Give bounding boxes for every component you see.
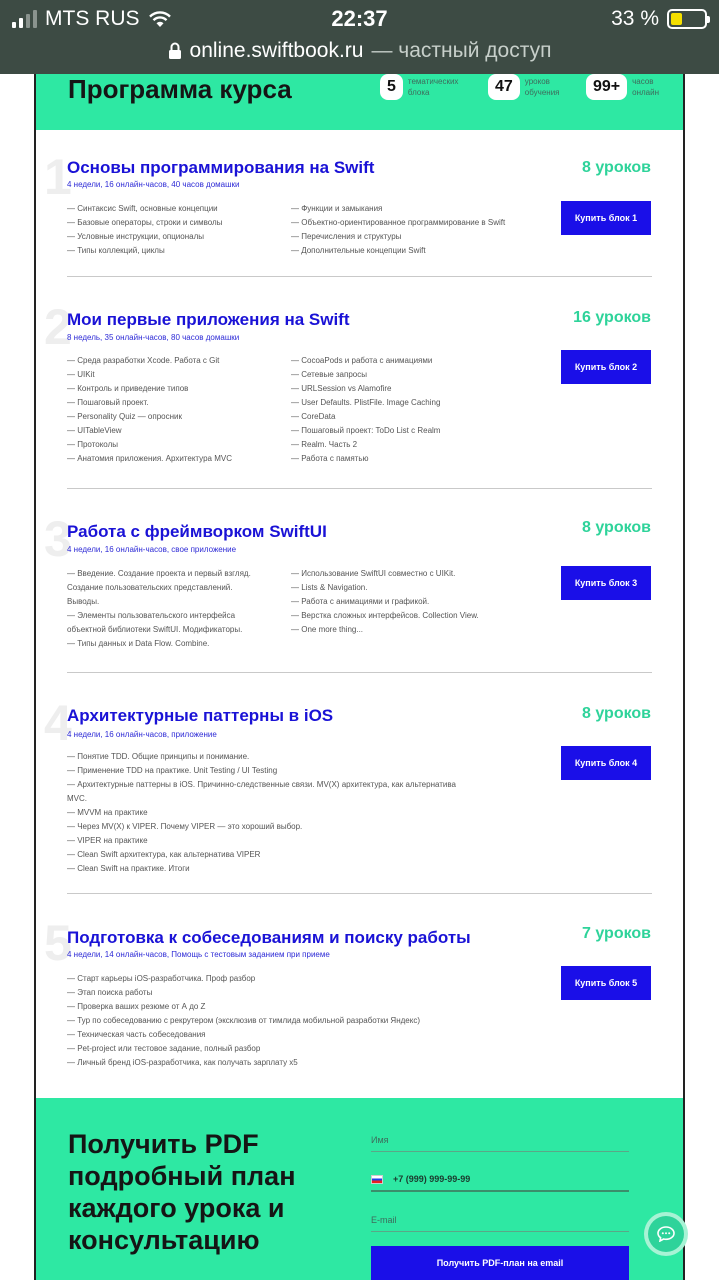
topic-item: — Личный бренд iOS-разработчика, как получать зарплату х5 <box>67 1058 298 1067</box>
topics-right <box>291 354 440 466</box>
topic-item: — Проверка ваших резюме от А до Z <box>67 1002 206 1011</box>
topic-item: — Введение. Создание проекта и первый взгляд. <box>67 569 251 578</box>
topic-item: — One more thing... <box>291 625 364 634</box>
stat-lessons <box>488 74 560 100</box>
block-number: 4 <box>44 695 72 751</box>
topics-right <box>291 567 479 637</box>
chat-button[interactable] <box>648 1216 684 1252</box>
block-title: Архитектурные паттерны в iOS <box>67 706 334 725</box>
block-subtitle: 4 недели, 16 онлайн-часов, 40 часов домашки <box>67 180 240 189</box>
name-placeholder: Имя <box>371 1134 389 1145</box>
lessons-count: 8 уроков <box>582 519 651 536</box>
topic-item: — Personality Quiz — опросник <box>67 412 182 421</box>
divider <box>67 488 652 489</box>
url-bar[interactable] <box>0 39 719 63</box>
topic-item: — MVVM на практике <box>67 808 148 817</box>
divider <box>67 276 652 277</box>
name-field[interactable] <box>371 1128 629 1152</box>
page-title: Программа курса <box>68 74 292 104</box>
topic-item: — Дополнительные концепции Swift <box>291 246 426 255</box>
topic-item: — Работа с анимациями и графикой. <box>291 597 430 606</box>
block-number: 3 <box>44 511 72 567</box>
topic-item: — Пошаговый проект: ToDo List с Realm <box>291 426 441 435</box>
stat-hours <box>586 74 659 100</box>
stat-value: 99+ <box>586 74 627 100</box>
topic-item: — Работа с памятью <box>291 454 369 463</box>
block-number: 5 <box>44 915 72 971</box>
lessons-count: 7 уроков <box>582 925 651 942</box>
block-subtitle: 4 недели, 14 онлайн-часов, Помощь с тестовым заданием при приеме <box>67 950 330 959</box>
divider <box>67 672 652 673</box>
topic-item: объектной библиотеки SwiftUI. Модификаторы. <box>67 625 243 634</box>
email-field[interactable] <box>371 1208 629 1232</box>
topic-item: — VIPER на практике <box>67 836 148 845</box>
topic-item: — Условные инструкции, опционалы <box>67 232 205 241</box>
topic-item: — Через MV(X) к VIPER. Почему VIPER — это хороший выбор. <box>67 822 303 831</box>
topic-item: — CocoaPods и работа с анимациями <box>291 356 433 365</box>
block-title: Подготовка к собеседованиям и поиску работы <box>67 928 471 947</box>
course-block-4 <box>36 696 683 896</box>
block-subtitle: 4 недели, 16 онлайн-часов, свое приложение <box>67 545 237 554</box>
block-subtitle: 8 недель, 35 онлайн-часов, 80 часов домашки <box>67 333 240 342</box>
email-placeholder: E-mail <box>371 1214 397 1225</box>
cta-title: Получить PDF подробный план каждого урока и консультацию <box>68 1129 296 1255</box>
topic-item: — Анатомия приложения. Архитектура MVC <box>67 454 232 463</box>
stat-label: уроков <box>524 77 550 86</box>
topic-item: — Архитектурные паттерны в iOS. Причинно-следственные связи. MV(X) архитектура, как альтернатива <box>67 780 457 789</box>
topics-right <box>291 202 505 258</box>
url-domain: online.swiftbook.ru <box>189 39 364 62</box>
browser-topbar <box>0 0 719 74</box>
topics-list <box>67 750 507 876</box>
stat-blocks <box>380 74 458 100</box>
topic-item: — Тур по собеседованию с рекрутером (эксклюзив от тимлида мобильной разработки Яндекс) <box>67 1016 420 1025</box>
topic-item: — Протоколы <box>67 440 118 449</box>
topic-item: — Базовые операторы, строки и символы <box>67 218 223 227</box>
topic-item: Создание пользовательских представлений. <box>67 583 233 592</box>
phone-value: +7 (999) 999-99-99 <box>393 1174 471 1184</box>
topic-item: — Pet-project или тестовое задание, полный разбор <box>67 1044 261 1053</box>
topic-item: — UIKit <box>67 370 95 379</box>
topic-item: — Верстка сложных интерфейсов. Collection View. <box>291 611 479 620</box>
topic-item: — User Defaults. PlistFile. Image Caching <box>291 398 441 407</box>
program-header <box>36 74 683 130</box>
stat-label: блока <box>407 88 430 97</box>
stat-label: онлайн <box>632 88 660 97</box>
topic-item: — Перечисления и структуры <box>291 232 402 241</box>
status-time: 22:37 <box>331 6 388 31</box>
topics-left <box>67 202 222 258</box>
course-block-5 <box>36 916 683 1076</box>
topic-item: — Типы коллекций, циклы <box>67 246 165 255</box>
phone-field[interactable] <box>371 1168 629 1192</box>
course-block-2 <box>36 300 683 490</box>
stat-label: тематических <box>407 77 459 86</box>
block-subtitle: 4 недели, 16 онлайн-часов, приложение <box>67 730 217 739</box>
block-title: Работа с фреймворком SwiftUI <box>67 522 327 541</box>
topic-item: — Понятие TDD. Общие принципы и понимание. <box>67 752 250 761</box>
topic-item: — Синтаксис Swift, основные концепции <box>67 204 218 213</box>
buy-block-5-button[interactable]: Купить блок 5 <box>561 966 651 1000</box>
lessons-count: 8 уроков <box>582 159 651 176</box>
buy-block-4-button[interactable]: Купить блок 4 <box>561 746 651 780</box>
stat-label: часов <box>632 77 654 86</box>
topic-item: — Применение TDD на практике. Unit Testing / UI Testing <box>67 766 278 775</box>
topic-item: — Элементы пользовательского интерфейса <box>67 611 236 620</box>
topic-item: — Clean Swift на практике. Итоги <box>67 864 190 873</box>
topic-item: — Lists & Navigation. <box>291 583 368 592</box>
topic-item: Выводы. <box>67 597 100 606</box>
battery-percent: 33 % <box>611 7 659 30</box>
topic-item: MVC. <box>67 794 87 803</box>
block-title: Основы программирования на Swift <box>67 158 375 177</box>
course-block-3 <box>36 512 683 676</box>
topic-item: — Типы данных и Data Flow. Combine. <box>67 639 210 648</box>
status-right <box>611 7 707 31</box>
block-title: Мои первые приложения на Swift <box>67 310 350 329</box>
topics-list <box>67 972 537 1070</box>
topics-left <box>67 354 232 466</box>
topic-item: — Среда разработки Xcode. Работа с Git <box>67 356 220 365</box>
stat-value: 5 <box>380 74 403 100</box>
topic-item: — Техническая часть собеседования <box>67 1030 206 1039</box>
topic-item: — Объектно-ориентированное программирование в Swift <box>291 218 506 227</box>
topic-item: — Clean Swift архитектура, как альтернатива VIPER <box>67 850 261 859</box>
buy-block-3-button[interactable]: Купить блок 3 <box>561 566 651 600</box>
topic-item: — Старт карьеры iOS-разработчика. Проф разбор <box>67 974 256 983</box>
buy-block-2-button[interactable]: Купить блок 2 <box>561 350 651 384</box>
divider <box>67 893 652 894</box>
topics-left <box>67 567 251 651</box>
url-private-label: — частный доступ <box>371 39 552 62</box>
topic-item: — Этап поиска работы <box>67 988 153 997</box>
stat-value: 47 <box>488 74 520 100</box>
topic-item: — Сетевые запросы <box>291 370 367 379</box>
buy-block-1-button[interactable]: Купить блок 1 <box>561 201 651 235</box>
topic-item: — Использование SwiftUI совместно с UIKit. <box>291 569 456 578</box>
pdf-request-section <box>36 1098 683 1280</box>
topic-item: — CoreData <box>291 412 336 421</box>
lessons-count: 16 уроков <box>573 309 651 326</box>
russia-flag-icon[interactable] <box>371 1175 383 1184</box>
topic-item: — URLSession vs Alamofire <box>291 384 392 393</box>
topic-item: — UITableView <box>67 426 122 435</box>
topic-item: — Функции и замыкания <box>291 204 383 213</box>
lessons-count: 8 уроков <box>582 705 651 722</box>
battery-icon <box>667 9 707 29</box>
get-pdf-button[interactable]: Получить PDF-план на email <box>371 1246 629 1280</box>
carrier: MTS RUS <box>45 7 140 30</box>
block-number: 2 <box>44 299 72 355</box>
stat-label: обучения <box>524 88 560 97</box>
block-number: 1 <box>44 149 72 205</box>
course-block-1 <box>36 150 683 280</box>
chat-bubble-icon <box>657 1226 675 1242</box>
topic-item: — Realm. Часть 2 <box>291 440 358 449</box>
topic-item: — Контроль и приведение типов <box>67 384 189 393</box>
topic-item: — Пошаговый проект. <box>67 398 149 407</box>
lock-icon <box>168 42 182 60</box>
